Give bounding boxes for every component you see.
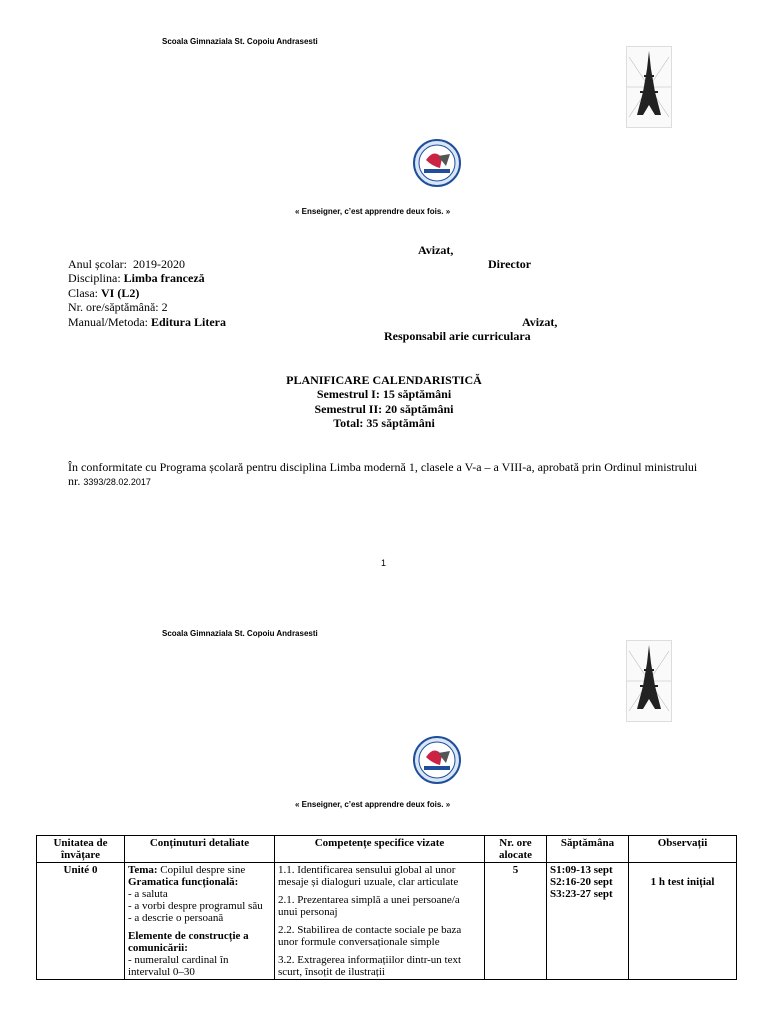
- notes-text: 1 h test inițial: [650, 876, 715, 888]
- discipline-value: Limba franceză: [123, 271, 205, 285]
- document-title: PLANIFICARE CALENDARISTICĂ: [286, 373, 482, 387]
- class-line: [68, 287, 139, 300]
- eiffel-tower-icon: [627, 641, 671, 721]
- unit-cell: Unité 0: [37, 863, 125, 980]
- regulation-text: În conformitate cu Programa școlară pentru disciplina Limba modernă 1, clasele a V-a – a VIII-a, aprobată prin Ordinul ministrului nr.: [68, 460, 698, 488]
- school-year-label: Anul școlar:: [68, 257, 127, 271]
- col-header-unit: Unitatea de învățare: [37, 836, 125, 863]
- eiffel-tower-image: [626, 46, 672, 128]
- competence-item: 2.2. Stabilirea de contacte sociale pe baza unor formule conversaționale simple: [278, 924, 462, 948]
- list-item: - a vorbi despre programul său: [128, 900, 263, 912]
- motto: « Enseigner, c’est apprendre deux fois. »: [295, 207, 451, 216]
- discipline-line: [68, 272, 205, 285]
- class-value: VI (L2): [101, 286, 140, 300]
- school-logo-icon: [412, 735, 462, 785]
- school-year-value: 2019-2020: [133, 257, 185, 271]
- eiffel-tower-icon: [627, 47, 671, 127]
- total-weeks: Total: 35 săptămâni: [333, 416, 435, 430]
- week-item: S3:23-27 sept: [550, 888, 613, 900]
- col-header-competences: Competențe specifice vizate: [275, 836, 485, 863]
- hours-label: Nr. ore/săptămână:: [68, 300, 159, 314]
- tema-label: Tema:: [128, 864, 158, 876]
- school-logo: [412, 138, 462, 193]
- competence-item: 1.1. Identificarea sensului global al unor mesaje și dialoguri uzuale, clar articulate: [278, 864, 459, 888]
- manual-label: Manual/Metoda:: [68, 315, 148, 329]
- list-item: - a descrie o persoană: [128, 912, 224, 924]
- competence-item: 2.1. Prezentarea simplă a unei persoane/a unui personaj: [278, 894, 460, 918]
- col-header-week: Săptămâna: [547, 836, 629, 863]
- list-item: - numeralul cardinal în intervalul 0–30: [128, 954, 229, 978]
- school-year-line: [68, 258, 185, 271]
- responsabil-label: Responsabil arie curriculara: [384, 329, 531, 343]
- semester-2: Semestrul II: 20 săptămâni: [314, 402, 454, 416]
- avizat-label: Avizat,: [418, 243, 454, 257]
- competence-item: 3.2. Extragerea informațiilor dintr-un text scurt, însoțit de ilustrații: [278, 954, 462, 978]
- tema-value: Copilul despre sine: [160, 864, 246, 876]
- competences-cell: [275, 863, 485, 980]
- manual-line: [68, 316, 226, 329]
- list-item: - a saluta: [128, 888, 168, 900]
- planning-table: [36, 835, 737, 980]
- class-label: Clasa:: [68, 286, 98, 300]
- weeks-cell: [547, 863, 629, 980]
- director-label: Director: [488, 257, 532, 271]
- school-name: Scoala Gimnaziala St. Copoiu Andrasesti: [162, 37, 318, 46]
- col-header-notes: Observații: [629, 836, 737, 863]
- table-header-row: [37, 836, 737, 863]
- elements-label: Elemente de construcție a comunicării:: [128, 930, 249, 954]
- eiffel-tower-image-page2: [626, 640, 672, 722]
- contents-cell: [125, 863, 275, 980]
- avizat-label-2: Avizat,: [522, 315, 558, 329]
- discipline-label: Disciplina:: [68, 271, 121, 285]
- notes-cell: [629, 863, 737, 980]
- grammar-label: Gramatica funcțională:: [128, 876, 239, 888]
- motto-page2: « Enseigner, c’est apprendre deux fois. »: [295, 800, 451, 809]
- school-name-page2: Scoala Gimnaziala St. Copoiu Andrasesti: [162, 629, 318, 638]
- regulation-paragraph: [68, 460, 704, 489]
- page-number: 1: [381, 558, 387, 568]
- hours-line: [68, 301, 168, 314]
- hours-value: 2: [161, 300, 168, 314]
- school-logo-page2: [412, 735, 462, 790]
- semester-1: Semestrul I: 15 săptămâni: [316, 387, 452, 401]
- week-item: S2:16-20 sept: [550, 876, 613, 888]
- order-number: 3393/28.02.2017: [83, 477, 151, 487]
- table-row: [37, 863, 737, 980]
- manual-value: Editura Litera: [150, 315, 226, 329]
- week-item: S1:09-13 sept: [550, 864, 613, 876]
- col-header-contents: Conținuturi detaliate: [125, 836, 275, 863]
- col-header-hours: Nr. ore alocate: [485, 836, 547, 863]
- hours-cell: 5: [485, 863, 547, 980]
- school-logo-icon: [412, 138, 462, 188]
